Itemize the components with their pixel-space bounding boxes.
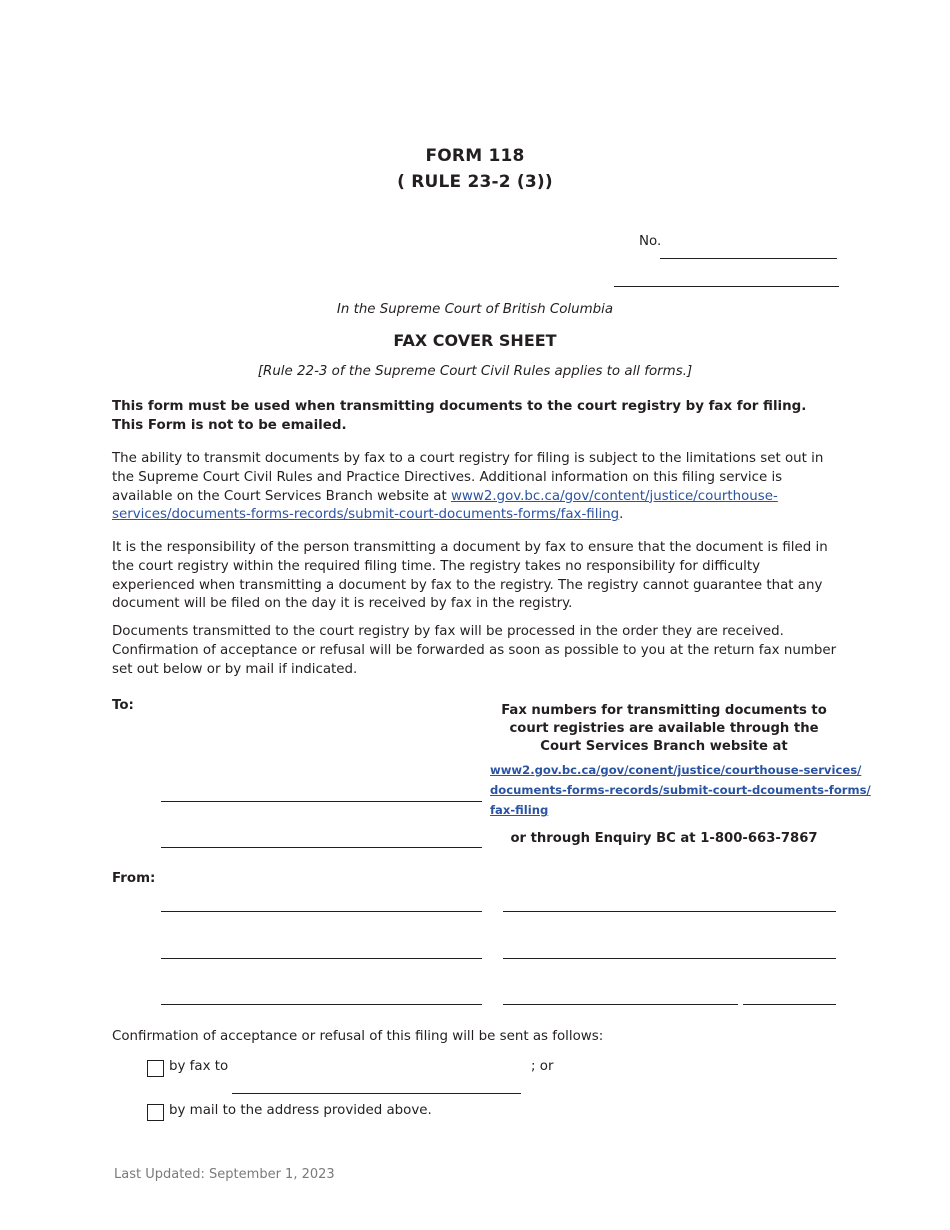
file-number-label: No. bbox=[639, 234, 662, 249]
from-field-right-4[interactable] bbox=[743, 1004, 836, 1005]
paragraph-processing: Documents transmitted to the court registry by fax will be processed in the order they are received. Confirmation of acceptance or refusal will be forwarded as soon as possible to you at the return fax number set out below or by mail if indicated. bbox=[112, 624, 837, 677]
last-updated: Last Updated: September 1, 2023 bbox=[114, 1167, 335, 1182]
fax-info-line-1: Fax numbers for transmitting documents to bbox=[501, 703, 827, 718]
paragraph-text: The ability to transmit documents by fax to a court registry for filing is subject to the limitations set out in the Supreme Court Civil Rules and Practice Directives. Additional information on this filing service is available on the Court Services Branch website at bbox=[112, 451, 824, 504]
registry-field[interactable] bbox=[614, 286, 839, 287]
to-label: To: bbox=[112, 698, 134, 713]
confirmation-intro: Confirmation of acceptance or refusal of this filing will be sent as follows: bbox=[112, 1029, 604, 1044]
fax-filing-link[interactable]: www2.gov.bc.ca/gov/content/justice/courthouse-services/documents-forms-records/submit-court-documents-forms/fax-filing bbox=[112, 488, 778, 523]
fax-info-line-3: Court Services Branch website at bbox=[540, 739, 788, 754]
court-name: In the Supreme Court of British Columbia bbox=[336, 302, 614, 317]
notice-line-1: This form must be used when transmitting documents to the court registry by fax for filing. bbox=[112, 399, 807, 414]
mail-option-label: by mail to the address provided above. bbox=[169, 1103, 432, 1118]
fax-numbers-link-1[interactable]: www2.gov.bc.ca/gov/conent/justice/courthouse-services/ bbox=[490, 763, 862, 777]
from-field-right-1[interactable] bbox=[503, 911, 836, 912]
fax-option-label: by fax to bbox=[169, 1059, 229, 1074]
enquiry-bc: or through Enquiry BC at 1-800-663-7867 bbox=[510, 831, 818, 846]
fax-numbers-link-3[interactable]: fax-filing bbox=[490, 803, 549, 817]
from-field-left-3[interactable] bbox=[161, 1004, 482, 1005]
paragraph-fax-limitations bbox=[112, 450, 840, 525]
file-number-field[interactable] bbox=[660, 258, 837, 259]
fax-option-suffix: ; or bbox=[531, 1059, 554, 1074]
to-field-line-1[interactable] bbox=[161, 801, 482, 802]
form-rule: ( RULE 23-2 (3)) bbox=[397, 172, 553, 192]
from-field-right-2[interactable] bbox=[503, 958, 836, 959]
fax-numbers-link-2[interactable]: documents-forms-records/submit-court-dcouments-forms/ bbox=[490, 783, 871, 797]
from-field-right-3[interactable] bbox=[503, 1004, 738, 1005]
to-field-line-2[interactable] bbox=[161, 847, 482, 848]
fax-info-line-2: court registries are available through the bbox=[509, 721, 819, 736]
mail-checkbox[interactable] bbox=[147, 1104, 164, 1121]
notice-line-2: This Form is not to be emailed. bbox=[112, 418, 347, 433]
paragraph-responsibility: It is the responsibility of the person transmitting a document by fax to ensure that the document is filed in the court registry within the required filing time. The registry takes no responsibility for difficulty experienced when transmitting a document by fax to the registry. The registry cannot guarantee that any document will be filed on the day it is received by fax in the registry. bbox=[112, 540, 828, 612]
rule-note: [Rule 22-3 of the Supreme Court Civil Rules applies to all forms.] bbox=[257, 364, 693, 379]
return-fax-number-field[interactable] bbox=[232, 1093, 521, 1094]
from-field-left-2[interactable] bbox=[161, 958, 482, 959]
form-title: FORM 118 bbox=[425, 146, 525, 166]
paragraph-period: . bbox=[619, 507, 624, 523]
from-label: From: bbox=[112, 871, 156, 886]
from-field-left-1[interactable] bbox=[161, 911, 482, 912]
sheet-title: FAX COVER SHEET bbox=[393, 331, 557, 350]
fax-checkbox[interactable] bbox=[147, 1060, 164, 1077]
